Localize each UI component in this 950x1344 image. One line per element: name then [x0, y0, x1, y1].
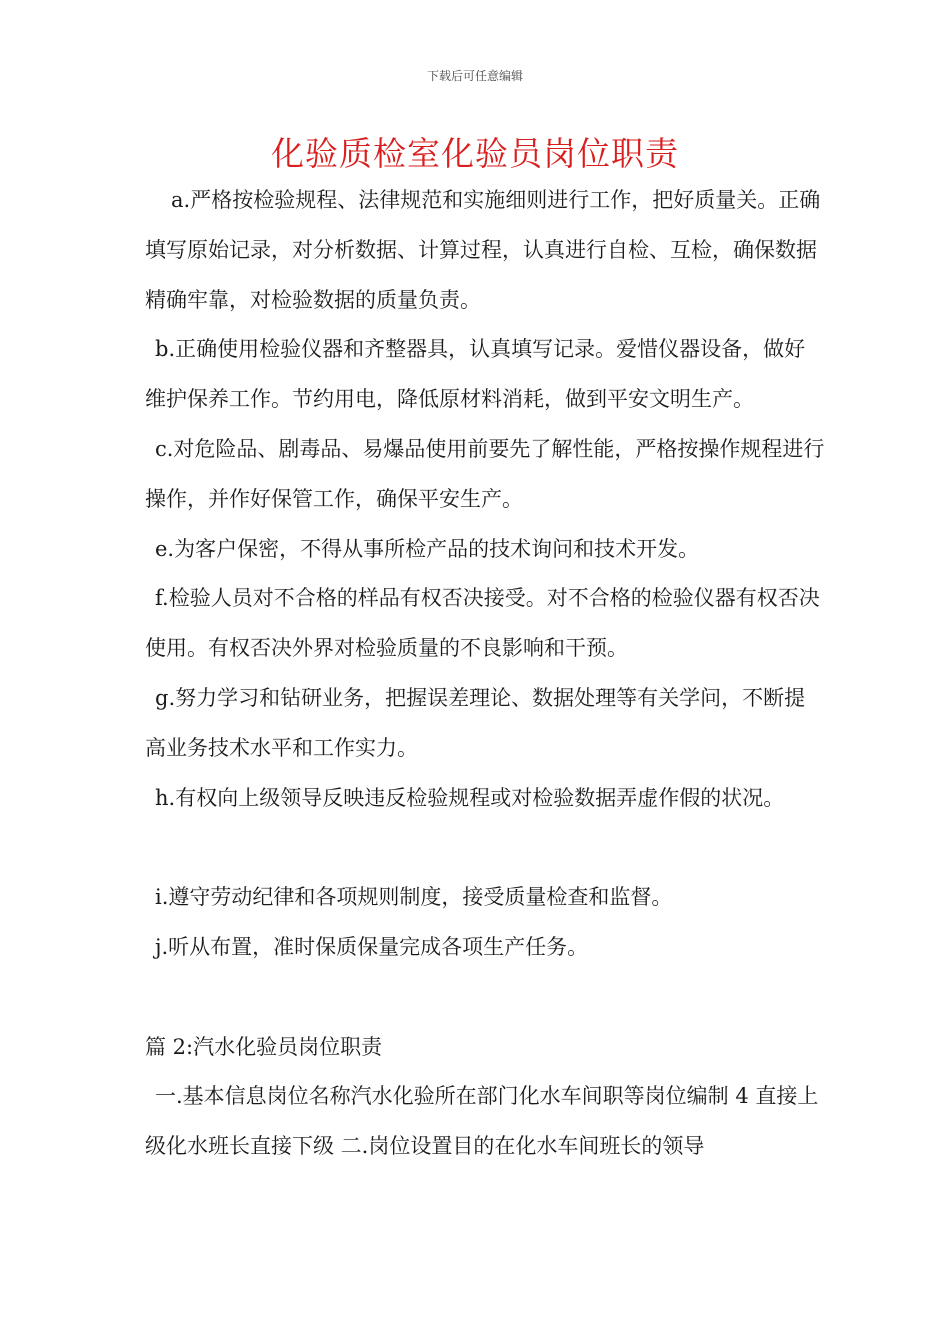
- paragraph-b: b.正确使用检验仪器和齐整器具，认真填写记录。爱惜仪器设备，做好维护保养工作。节约用电，降低原材料消耗，做到平安文明生产。: [145, 337, 806, 412]
- paragraph-h: h.有权向上级领导反映违反检验规程或对检验数据弄虚作假的状况。: [155, 785, 785, 810]
- spacer: [145, 973, 825, 1023]
- paragraph-i: i.遵守劳动纪律和各项规则制度，接受质量检查和监督。: [155, 885, 673, 910]
- header-note: 下载后可任意编辑: [426, 69, 523, 83]
- document-body: [145, 176, 825, 1172]
- section2-heading: 篇 2:汽水化验员岗位职责: [145, 1034, 383, 1059]
- paragraph-f: f.检验人员对不合格的样品有权否决接受。对不合格的检验仪器有权否决使用。有权否决外界对检验质量的不良影响和干预。: [145, 586, 820, 661]
- spacer: [145, 823, 825, 873]
- section2-paragraph: 一.基本信息岗位名称汽水化验所在部门化水车间职等岗位编制 4 直接上级化水班长直接下级 二.岗位设置目的在化水车间班长的领导: [145, 1084, 819, 1159]
- paragraph-a: a.严格按检验规程、法律规范和实施细则进行工作，把好质量关。正确填写原始记录，对分析数据、计算过程，认真进行自检、互检，确保数据精确牢靠，对检验数据的质量负责。: [145, 188, 821, 312]
- document-title: 化验质检室化验员岗位职责: [271, 134, 679, 173]
- paragraph-j: j.听从布置，准时保质保量完成各项生产任务。: [155, 934, 589, 959]
- paragraph-c: c.对危险品、剧毒品、易爆品使用前要先了解性能，严格按操作规程进行操作，并作好保管工作，确保平安生产。: [145, 436, 825, 511]
- paragraph-e: e.为客户保密，不得从事所检产品的技术询问和技术开发。: [155, 536, 700, 561]
- paragraph-g: g.努力学习和钻研业务，把握误差理论、数据处理等有关学问，不断提高业务技术水平和工作实力。: [145, 685, 806, 760]
